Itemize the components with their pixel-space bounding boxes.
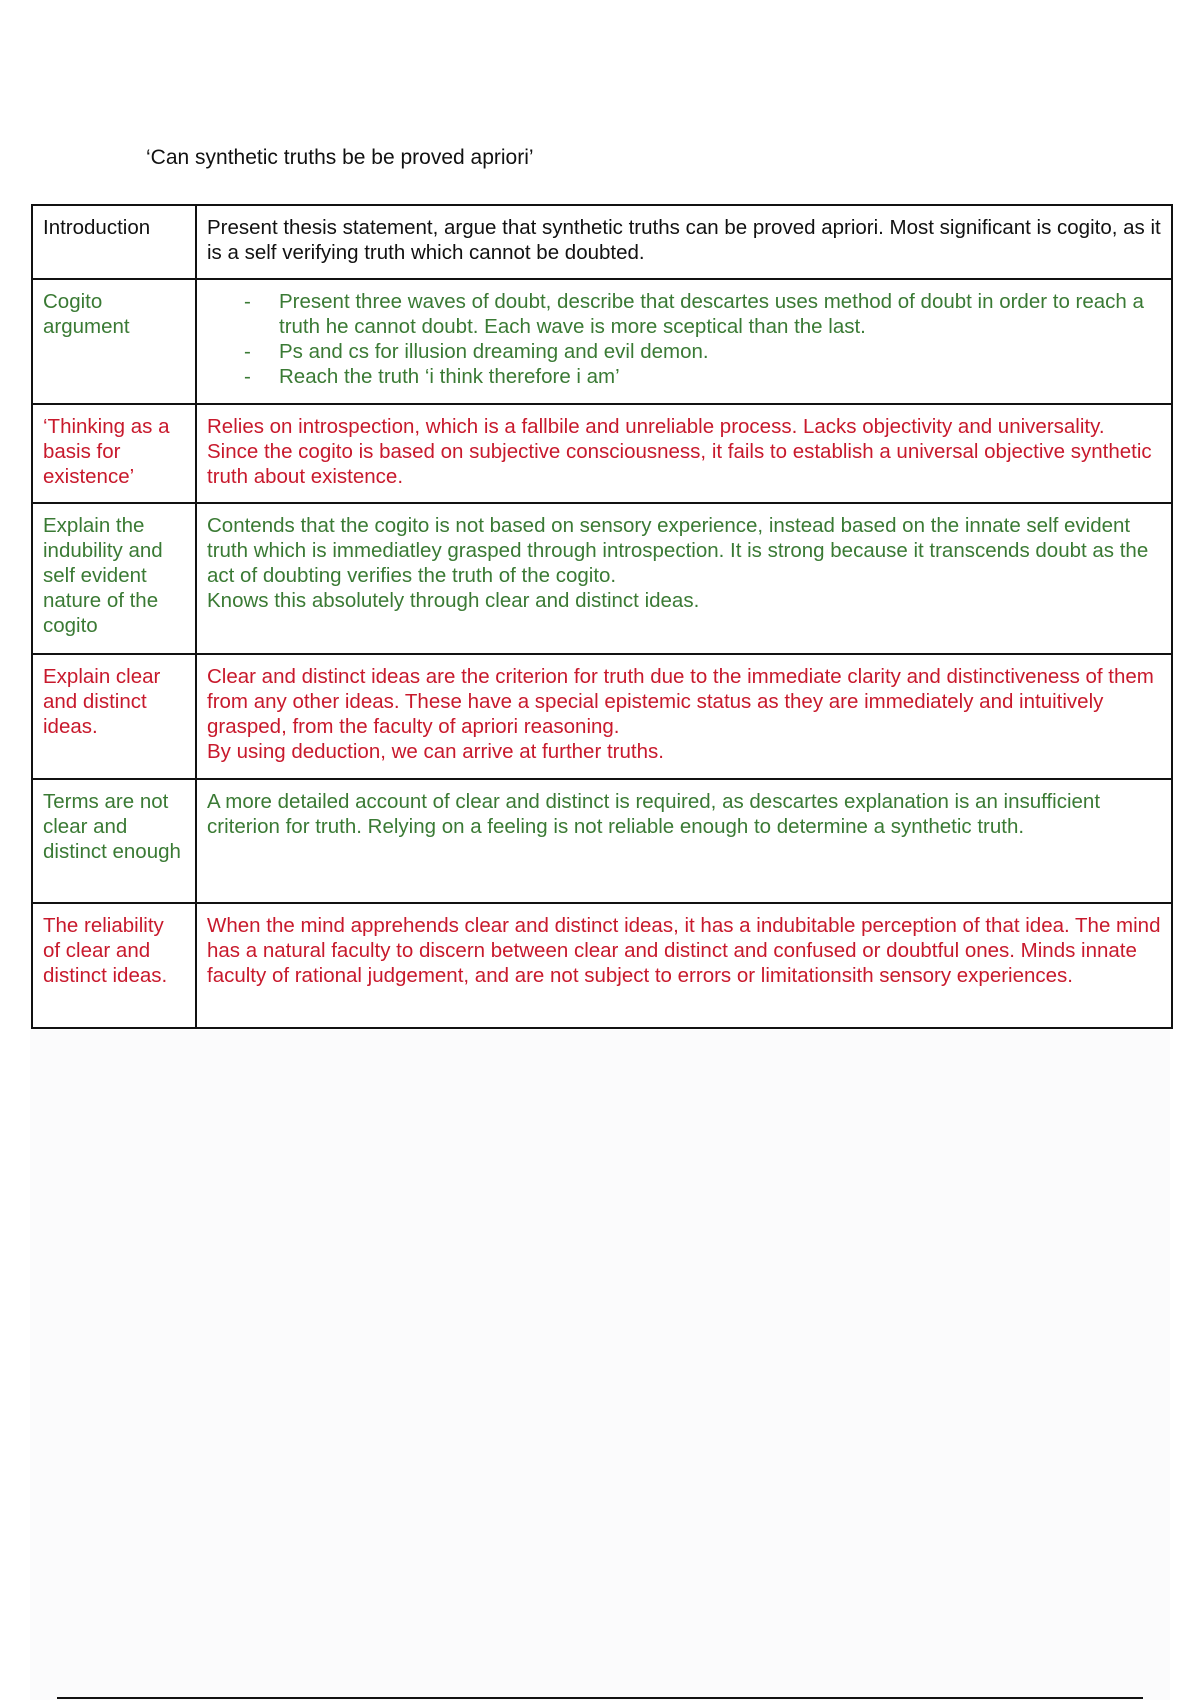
list-item	[244, 364, 1161, 389]
list-item	[244, 289, 1161, 339]
table-row	[32, 503, 1172, 654]
row-content	[196, 503, 1172, 654]
row-label	[32, 205, 196, 279]
row-label-text: ‘Thinking as a basis for existence’	[43, 415, 170, 488]
bullet-list	[207, 289, 1161, 389]
row-label-text: The reliability of clear and distinct ideas.	[43, 914, 168, 987]
table-row	[32, 779, 1172, 903]
table-row	[32, 205, 1172, 279]
list-item-text: Present three waves of doubt, describe that descartes uses method of doubt in order to reach a truth he cannot doubt. Each wave is more sceptical than the last.	[279, 290, 1144, 338]
row-content-text: By using deduction, we can arrive at further truths.	[207, 740, 664, 763]
row-content-text: Present thesis statement, argue that synthetic truths can be proved apriori. Most significant is cogito, as it is a self verifying truth which cannot be doubted.	[207, 216, 1161, 264]
row-label	[32, 503, 196, 654]
row-label	[32, 279, 196, 404]
list-item	[244, 339, 1161, 364]
bottom-divider	[57, 1697, 1143, 1699]
row-content	[196, 279, 1172, 404]
table-row	[32, 654, 1172, 779]
row-content-text: Contends that the cogito is not based on sensory experience, instead based on the innate self evident truth which is immediatley grasped through introspection. It is strong because it transcends doubt as the act of doubting verifies the truth of the cogito.	[207, 514, 1149, 587]
row-label	[32, 654, 196, 779]
row-label-text: Cogito argument	[43, 290, 130, 338]
row-content-text: A more detailed account of clear and distinct is required, as descartes explanation is an insufficient criterion for truth. Relying on a feeling is not reliable enough to determine a synthetic truth.	[207, 790, 1101, 838]
row-label	[32, 404, 196, 503]
row-label	[32, 779, 196, 903]
row-content	[196, 779, 1172, 903]
page-background-shade	[30, 1030, 1170, 1700]
row-label-text: Explain clear and distinct ideas.	[43, 665, 161, 738]
row-content-text: Relies on introspection, which is a fallbile and unreliable process. Lacks objectivity and universality. Since the cogito is based on subjective consciousness, it fails to establish a universal objective synthetic truth about existence.	[207, 415, 1152, 488]
table-row	[32, 404, 1172, 503]
row-label-text: Introduction	[43, 216, 151, 239]
dash-marker: -	[244, 340, 251, 363]
row-content-text: Knows this absolutely through clear and distinct ideas.	[207, 589, 700, 612]
row-label	[32, 903, 196, 1028]
row-label-text: Terms are not clear and distinct enough	[43, 790, 181, 863]
row-content	[196, 654, 1172, 779]
essay-plan-table	[31, 204, 1173, 1029]
list-item-text: Reach the truth ‘i think therefore i am’	[279, 365, 620, 388]
row-label-text: Explain the indubility and self evident nature of the cogito	[43, 514, 163, 637]
dash-marker: -	[244, 365, 251, 388]
page-title: ‘Can synthetic truths be be proved apriori’	[146, 146, 534, 169]
table-row	[32, 903, 1172, 1028]
list-item-text: Ps and cs for illusion dreaming and evil demon.	[279, 340, 709, 363]
dash-marker: -	[244, 290, 251, 313]
row-content-text: When the mind apprehends clear and distinct ideas, it has a indubitable perception of that idea. The mind has a natural faculty to discern between clear and distinct and confused or doubtful ones. Minds innate faculty of rational judgement, and are not subject to errors or limitationsith sensory experiences.	[207, 914, 1161, 987]
row-content	[196, 205, 1172, 279]
row-content-text: Clear and distinct ideas are the criterion for truth due to the immediate clarity and distinctiveness of them from any other ideas. These have a special epistemic status as they are immediately and intuitively grasped, from the faculty of apriori reasoning.	[207, 665, 1154, 738]
row-content	[196, 903, 1172, 1028]
table-row	[32, 279, 1172, 404]
row-content	[196, 404, 1172, 503]
